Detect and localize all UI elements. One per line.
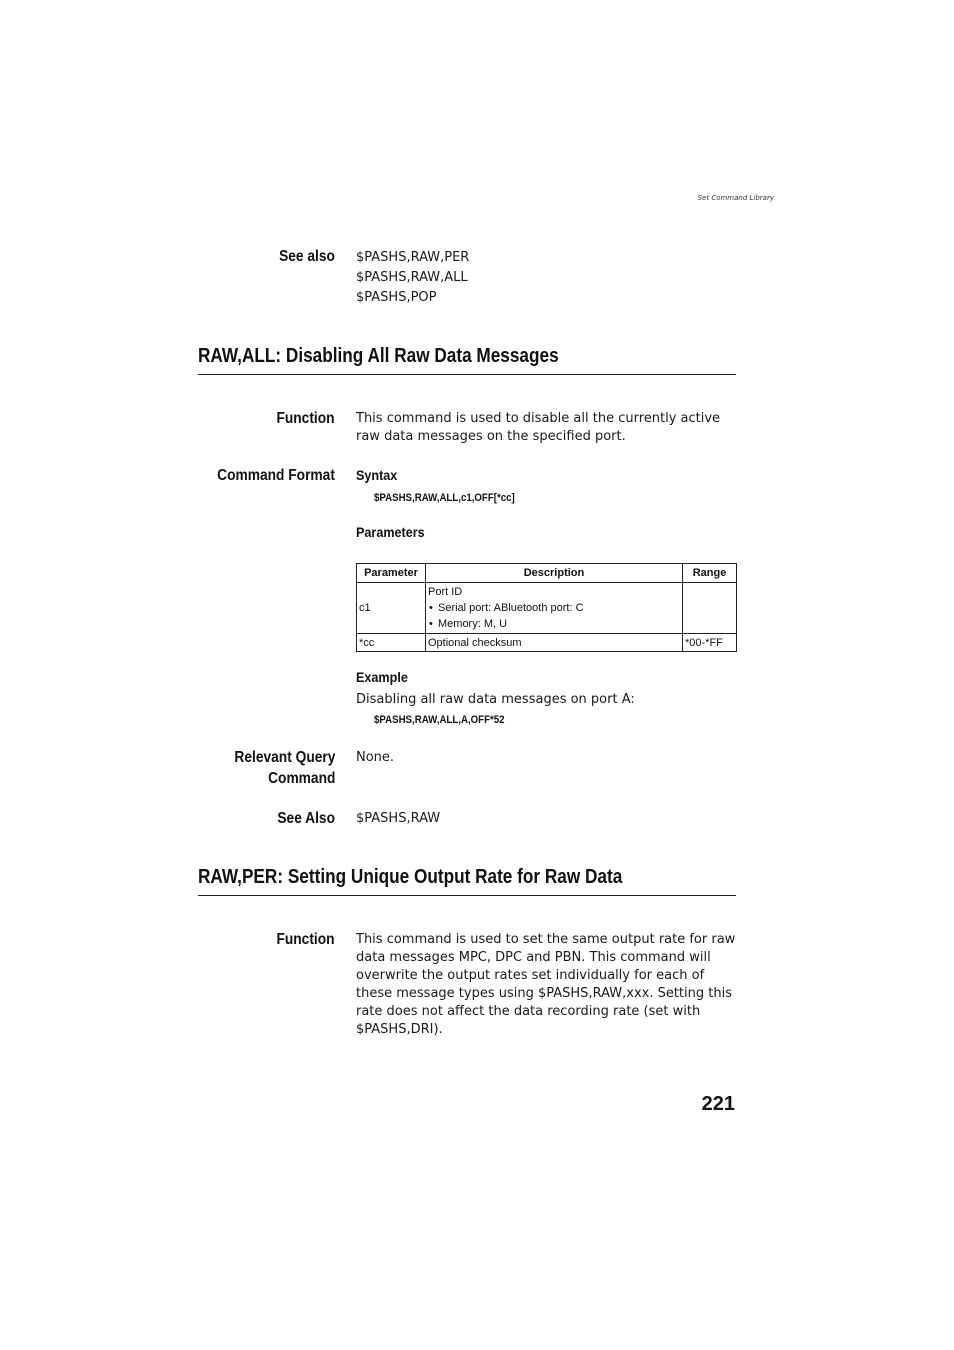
see-also-list	[356, 248, 741, 308]
table-cell-param: c1	[357, 583, 426, 634]
table-row	[357, 634, 737, 652]
page-number: 221	[701, 1093, 735, 1115]
section-rule	[198, 374, 736, 375]
relevant-query-label	[234, 747, 335, 789]
table-cell-param: *cc	[357, 634, 426, 652]
relevant-query-label-line: Command	[267, 770, 335, 787]
section-title: RAW,PER: Setting Unique Output Rate for Raw Data	[198, 866, 623, 888]
function-label: Function	[276, 931, 335, 948]
description-list	[428, 600, 680, 632]
section-rule	[198, 895, 736, 896]
table-header-cell: Range	[683, 564, 737, 583]
description-item: • Serial port: ABluetooth port: C	[428, 600, 680, 616]
running-header: Set Command Library	[697, 194, 774, 202]
see-also-label: See also	[279, 248, 335, 265]
section-title: RAW,ALL: Disabling All Raw Data Messages	[198, 345, 559, 367]
command-format-label: Command Format	[217, 467, 335, 484]
see-also-item: $PASHS,RAW,ALL	[356, 270, 468, 285]
description-item: • Memory: M, U	[428, 616, 680, 632]
see-also-label: See Also	[277, 810, 335, 827]
example-heading: Example	[356, 669, 408, 685]
parameters-table	[356, 563, 737, 652]
parameters-heading: Parameters	[356, 524, 425, 540]
relevant-query-value: None.	[356, 750, 395, 765]
function-label: Function	[276, 410, 335, 427]
syntax-heading: Syntax	[356, 467, 398, 483]
table-cell-range	[683, 583, 737, 634]
see-also-value: $PASHS,RAW	[356, 811, 441, 826]
example-code: $PASHS,RAW,ALL,A,OFF*52	[374, 714, 505, 726]
see-also-item: $PASHS,RAW,PER	[356, 250, 470, 265]
syntax-code: $PASHS,RAW,ALL,c1,OFF[*cc]	[374, 492, 515, 504]
example-text: Disabling all raw data messages on port A:	[356, 692, 635, 707]
table-header-cell: Parameter	[357, 564, 426, 583]
function-text: This command is used to set the same output rate for raw data messages MPC, DPC and PBN. This command will overwrite the output rates set individually for each of these message types using $PASHS,RAW,xxx. Setting this rate does not affect the data recording rate (set with $PASHS,DRI).	[356, 932, 736, 1037]
relevant-query-label-line: Relevant Query	[234, 749, 335, 766]
function-text: This command is used to disable all the currently active raw data messages on the specified port.	[356, 411, 721, 444]
table-cell-description: Optional checksum	[426, 634, 683, 652]
table-cell-range: *00-*FF	[683, 634, 737, 652]
table-header-cell: Description	[426, 564, 683, 583]
table-row	[357, 583, 737, 634]
table-header-row	[357, 564, 737, 583]
description-title: Port ID	[428, 586, 463, 598]
see-also-item: $PASHS,POP	[356, 290, 437, 305]
table-cell-description	[426, 583, 683, 634]
